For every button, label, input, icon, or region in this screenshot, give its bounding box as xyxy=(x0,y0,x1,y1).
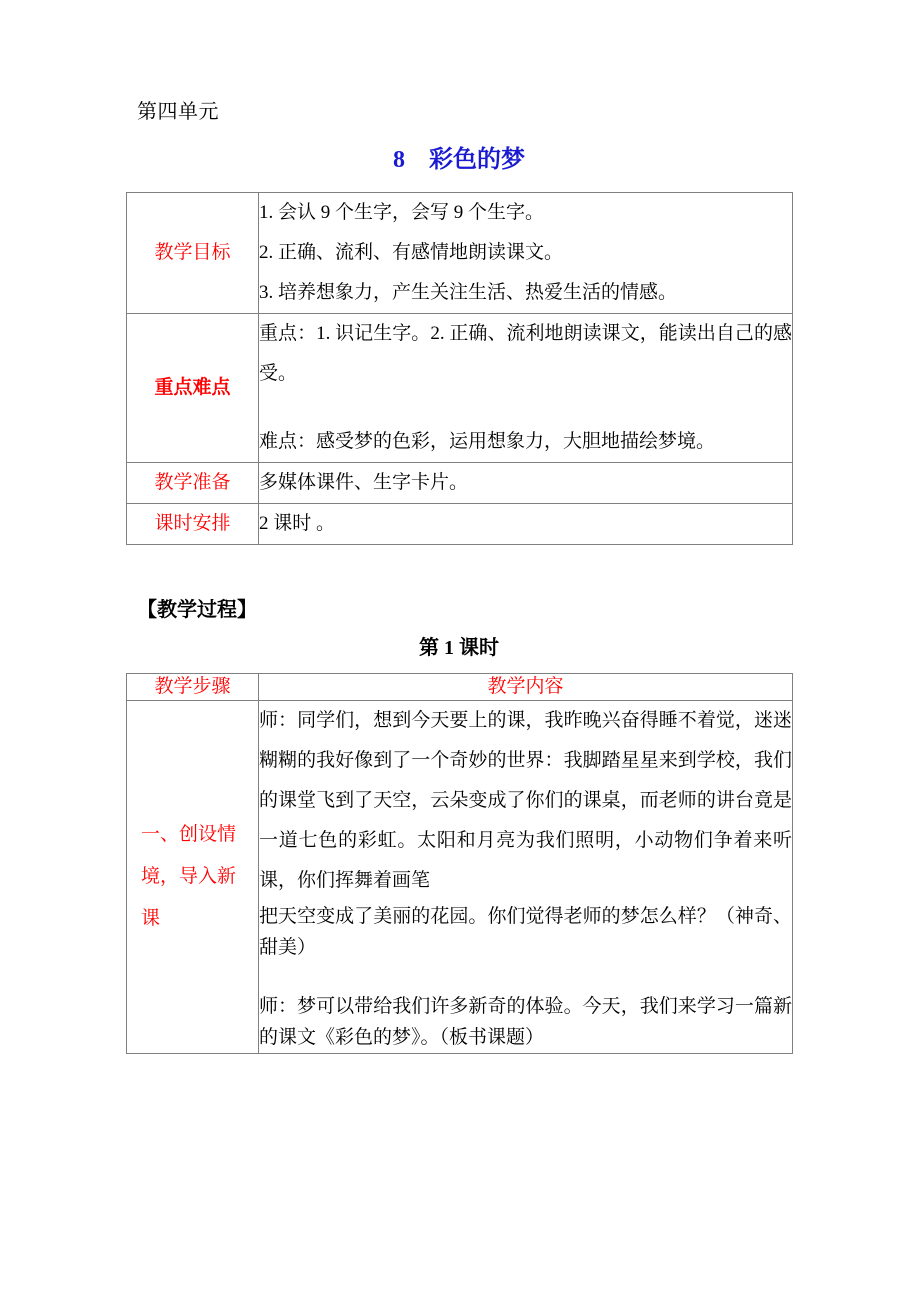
teaching-process-table xyxy=(126,673,793,1054)
keypoint-line-2: 难点：感受梦的色彩，运用想象力，大胆地描绘梦境。 xyxy=(259,431,716,452)
period-heading: 第 1 课时 xyxy=(419,637,499,659)
unit-label: 第四单元 xyxy=(137,101,219,123)
lesson-title: 8 彩色的梦 xyxy=(393,147,525,173)
content-paragraph-1: 师：同学们，想到今天要上的课，我昨晚兴奋得睡不着觉，迷迷糊糊的我好像到了一个奇妙的世界：我脚踏星星来到学校，我们的课堂飞到了天空，云朵变成了你们的课桌，而老师的讲台竟是一道七色的彩虹。太阳和月亮为我们照明，小动物们争着来听课，你们挥舞着画笔 xyxy=(259,710,792,891)
info-row-label-keypoints: 重点难点 xyxy=(127,314,259,463)
lesson-info-table xyxy=(126,192,793,545)
info-row-label-schedule: 课时安排 xyxy=(127,504,259,545)
keypoint-line-1: 重点：1. 识记生字。2. 正确、流利地朗读课文，能读出自己的感受。 xyxy=(259,323,792,384)
table-row xyxy=(127,701,793,1054)
objective-line-2: 2. 正确、流利、有感情地朗读课文。 xyxy=(259,242,564,263)
preparation-line-1: 多媒体课件、生字卡片。 xyxy=(259,472,469,493)
teaching-process-heading: 【教学过程】 xyxy=(137,599,257,621)
objective-line-1: 1. 会认 9 个生字，会写 9 个生字。 xyxy=(259,202,545,223)
table-row xyxy=(127,504,793,545)
column-header-content: 教学内容 xyxy=(259,674,793,701)
content-paragraph-2: 把天空变成了美丽的花园。你们觉得老师的梦怎么样？（神奇、甜美） xyxy=(259,906,792,958)
table-row xyxy=(127,193,793,314)
objective-line-3: 3. 培养想象力，产生关注生活、热爱生活的情感。 xyxy=(259,282,678,303)
process-step-label-intro: 一、创设情境，导入新课 xyxy=(127,701,259,1054)
schedule-line-1: 2 课时 。 xyxy=(259,513,336,534)
content-paragraph-3: 师：梦可以带给我们许多新奇的体验。今天，我们来学习一篇新的课文《彩色的梦》。（板书课题） xyxy=(259,996,792,1048)
info-row-label-objectives: 教学目标 xyxy=(127,193,259,314)
column-header-steps: 教学步骤 xyxy=(127,674,259,701)
process-content-intro xyxy=(259,701,793,1054)
table-row xyxy=(127,463,793,504)
table-row xyxy=(127,314,793,463)
info-row-body-keypoints xyxy=(259,314,793,463)
info-row-label-preparation: 教学准备 xyxy=(127,463,259,504)
table-header-row xyxy=(127,674,793,701)
info-row-body-objectives xyxy=(259,193,793,314)
info-row-body-preparation xyxy=(259,463,793,504)
info-row-body-schedule xyxy=(259,504,793,545)
